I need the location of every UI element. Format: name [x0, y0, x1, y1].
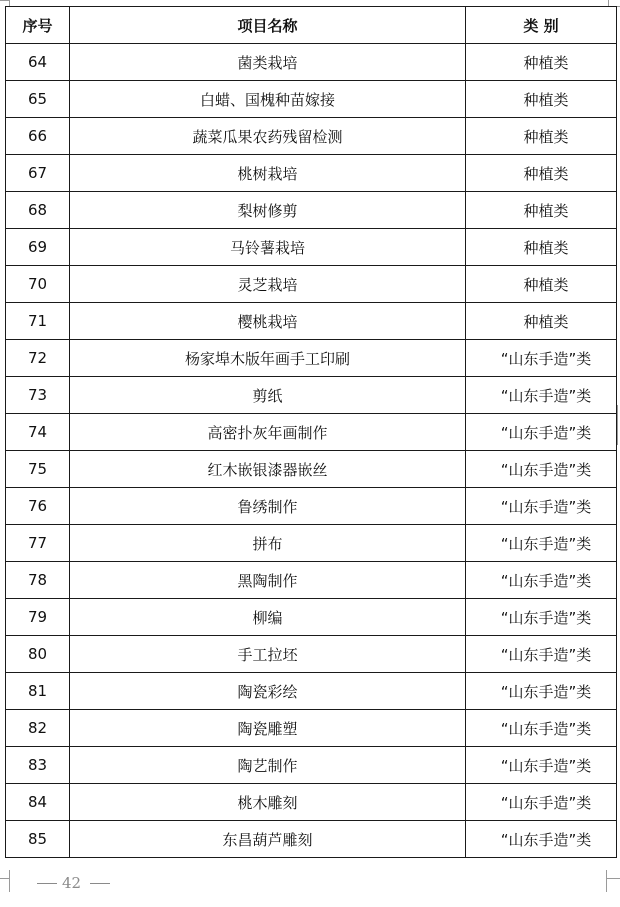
cell-number: 79	[6, 599, 70, 636]
cell-number: 69	[6, 229, 70, 266]
cell-category: 种植类	[466, 266, 617, 303]
cell-number: 78	[6, 562, 70, 599]
header-name: 项目名称	[70, 7, 466, 44]
cell-category: “山东手造”类	[466, 784, 617, 821]
cell-category: “山东手造”类	[466, 710, 617, 747]
cell-number: 68	[6, 192, 70, 229]
cell-name: 手工拉坯	[70, 636, 466, 673]
cell-number: 74	[6, 414, 70, 451]
table-row	[6, 340, 617, 377]
cell-name: 红木嵌银漆器嵌丝	[70, 451, 466, 488]
cell-name: 白蜡、国槐种苗嫁接	[70, 81, 466, 118]
cell-name: 拼布	[70, 525, 466, 562]
cell-category: “山东手造”类	[466, 451, 617, 488]
cell-name: 桃树栽培	[70, 155, 466, 192]
table-row	[6, 414, 617, 451]
cell-number: 65	[6, 81, 70, 118]
cell-category: 种植类	[466, 44, 617, 81]
cell-number: 85	[6, 821, 70, 858]
table-body	[6, 44, 617, 858]
project-table	[5, 6, 617, 858]
cell-name: 桃木雕刻	[70, 784, 466, 821]
table-row	[6, 118, 617, 155]
table-row	[6, 673, 617, 710]
cell-number: 71	[6, 303, 70, 340]
cell-name: 陶艺制作	[70, 747, 466, 784]
cell-name: 陶瓷彩绘	[70, 673, 466, 710]
cell-name: 灵芝栽培	[70, 266, 466, 303]
cell-category: “山东手造”类	[466, 636, 617, 673]
table-header-row	[6, 7, 617, 44]
cell-name: 高密扑灰年画制作	[70, 414, 466, 451]
cell-category: “山东手造”类	[466, 414, 617, 451]
cell-category: 种植类	[466, 303, 617, 340]
cell-name: 柳编	[70, 599, 466, 636]
cell-name: 马铃薯栽培	[70, 229, 466, 266]
table-row	[6, 710, 617, 747]
cell-category: “山东手造”类	[466, 562, 617, 599]
cell-category: 种植类	[466, 155, 617, 192]
cell-number: 77	[6, 525, 70, 562]
cell-number: 83	[6, 747, 70, 784]
cell-category: “山东手造”类	[466, 488, 617, 525]
cell-category: “山东手造”类	[466, 377, 617, 414]
cell-category: “山东手造”类	[466, 340, 617, 377]
cell-name: 陶瓷雕塑	[70, 710, 466, 747]
cell-category: “山东手造”类	[466, 525, 617, 562]
page-number: 42	[62, 874, 82, 892]
footer-dash	[90, 883, 110, 884]
table-row	[6, 377, 617, 414]
cell-number: 80	[6, 636, 70, 673]
header-number: 序号	[6, 7, 70, 44]
footer-dash	[37, 883, 57, 884]
table-row	[6, 229, 617, 266]
cell-category: 种植类	[466, 192, 617, 229]
table-row	[6, 821, 617, 858]
cell-number: 76	[6, 488, 70, 525]
crop-mark	[607, 878, 620, 879]
cell-number: 64	[6, 44, 70, 81]
table-row	[6, 266, 617, 303]
table-row	[6, 562, 617, 599]
table-row	[6, 192, 617, 229]
cell-category: 种植类	[466, 81, 617, 118]
crop-mark	[606, 870, 607, 892]
cell-number: 84	[6, 784, 70, 821]
cell-number: 67	[6, 155, 70, 192]
cell-number: 75	[6, 451, 70, 488]
crop-mark	[617, 405, 618, 445]
cell-category: “山东手造”类	[466, 821, 617, 858]
table-row	[6, 599, 617, 636]
table-row	[6, 44, 617, 81]
cell-number: 81	[6, 673, 70, 710]
table-row	[6, 747, 617, 784]
cell-name: 杨家埠木版年画手工印刷	[70, 340, 466, 377]
cell-name: 梨树修剪	[70, 192, 466, 229]
cell-number: 73	[6, 377, 70, 414]
table-row	[6, 784, 617, 821]
crop-mark	[0, 0, 9, 1]
table-row	[6, 81, 617, 118]
table-row	[6, 303, 617, 340]
cell-name: 黑陶制作	[70, 562, 466, 599]
header-category: 类 别	[466, 7, 617, 44]
cell-number: 82	[6, 710, 70, 747]
cell-name: 剪纸	[70, 377, 466, 414]
cell-name: 蔬菜瓜果农药残留检测	[70, 118, 466, 155]
cell-name: 东昌葫芦雕刻	[70, 821, 466, 858]
table-row	[6, 451, 617, 488]
table-row	[6, 155, 617, 192]
cell-name: 樱桃栽培	[70, 303, 466, 340]
cell-number: 70	[6, 266, 70, 303]
table-row	[6, 488, 617, 525]
cell-name: 菌类栽培	[70, 44, 466, 81]
cell-category: “山东手造”类	[466, 673, 617, 710]
cell-category: “山东手造”类	[466, 599, 617, 636]
table-row	[6, 525, 617, 562]
cell-name: 鲁绣制作	[70, 488, 466, 525]
table-row	[6, 636, 617, 673]
cell-category: 种植类	[466, 229, 617, 266]
cell-category: “山东手造”类	[466, 747, 617, 784]
page-footer	[0, 872, 160, 896]
cell-number: 66	[6, 118, 70, 155]
cell-category: 种植类	[466, 118, 617, 155]
cell-number: 72	[6, 340, 70, 377]
